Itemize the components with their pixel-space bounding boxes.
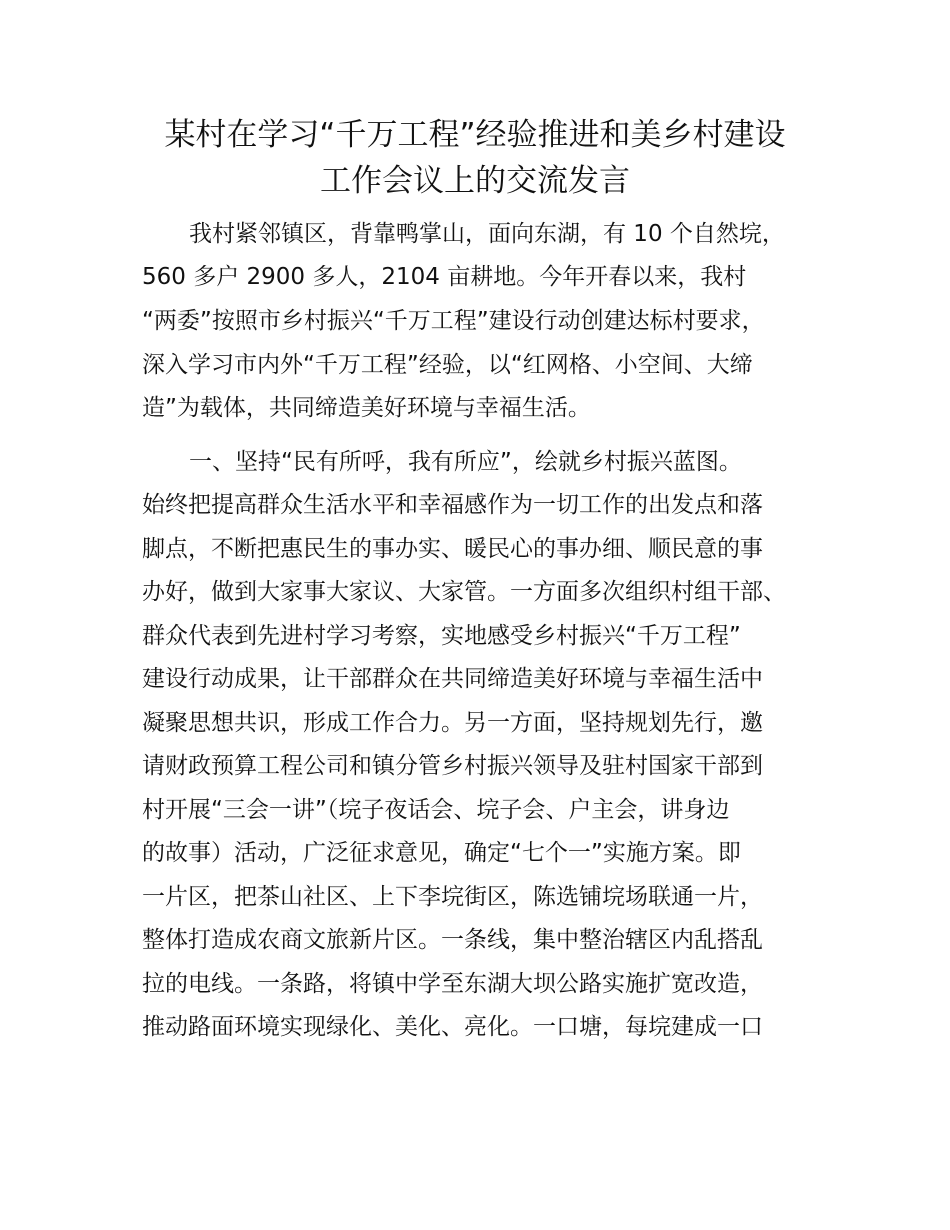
paragraph-2-line-3: 脚点，不断把惠民生的事办实、暖民心的事办细、顺民意的事	[142, 536, 763, 562]
paragraph-1-line-2: 560 多户 2900 多人，2104 亩耕地。今年开春以来，我村	[142, 264, 747, 290]
paragraph-2-line-10: 的故事）活动，广泛征求意见，确定“七个一”实施方案。即	[142, 840, 741, 866]
paragraph-1-line-4: 深入学习市内外“千万工程”经验，以“红网格、小空间、大缔	[142, 352, 753, 378]
paragraph-1-line-1: 我村紧邻镇区，背靠鸭掌山，面向东湖，有 10 个自然垸，	[189, 221, 785, 247]
paragraph-2-line-1: 一、坚持“民有所呼，我有所应”，绘就乡村振兴蓝图。	[189, 449, 742, 475]
document-title-line-1: 某村在学习“千万工程”经验推进和美乡村建设	[164, 117, 786, 153]
paragraph-2-line-8: 请财政预算工程公司和镇分管乡村振兴领导及驻村国家干部到	[142, 753, 763, 779]
document-title-line-2: 工作会议上的交流发言	[320, 163, 630, 199]
paragraph-1-line-3: “两委”按照市乡村振兴“千万工程”建设行动创建达标村要求，	[142, 308, 765, 334]
paragraph-2-line-11: 一片区，把茶山社区、上下李垸街区，陈选铺垸场联通一片，	[142, 884, 763, 910]
paragraph-2-line-13: 拉的电线。一条路，将镇中学至东湖大坝公路实施扩宽改造，	[142, 971, 763, 997]
paragraph-2-line-7: 凝聚思想共识，形成工作合力。另一方面，坚持规划先行，邀	[142, 710, 763, 736]
paragraph-2-line-14: 推动路面环境实现绿化、美化、亮化。一口塘，每垸建成一口	[142, 1014, 763, 1040]
paragraph-2-line-5: 群众代表到先进村学习考察，实地感受乡村振兴“千万工程”	[142, 623, 741, 649]
paragraph-2-line-4: 办好，做到大家事大家议、大家管。一方面多次组织村组干部、	[142, 579, 786, 605]
paragraph-1-line-5: 造”为载体，共同缔造美好环境与幸福生活。	[142, 395, 591, 421]
paragraph-2-line-12: 整体打造成农商文旅新片区。一条线，集中整治辖区内乱搭乱	[142, 927, 763, 953]
paragraph-2-line-6: 建设行动成果，让干部群众在共同缔造美好环境与幸福生活中	[142, 666, 763, 692]
paragraph-2-line-9: 村开展“三会一讲”（垸子夜话会、垸子会、户主会，讲身边	[142, 797, 730, 823]
paragraph-2-line-2: 始终把提高群众生活水平和幸福感作为一切工作的出发点和落	[142, 492, 763, 518]
